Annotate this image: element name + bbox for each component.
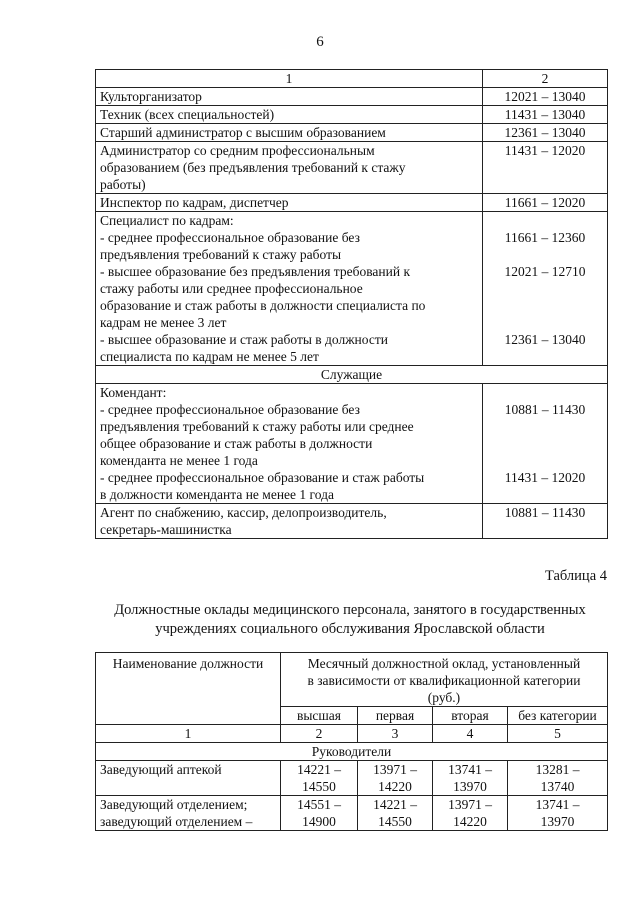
column-header-salary-line: Месячный должностной оклад, установленный — [307, 656, 581, 671]
salary-to: 14550 — [302, 779, 336, 794]
table-row — [96, 504, 608, 539]
requirement-line: стажу работы или среднее профессиональное — [100, 281, 363, 296]
requirement-line: коменданта не менее 1 года — [100, 453, 258, 468]
position-title: Комендант: — [100, 385, 167, 400]
salary-from: 14221 – — [373, 797, 417, 812]
salary-range: 11661 – 12360 — [504, 230, 586, 245]
salary-range: 11431 – 12020 — [504, 470, 586, 485]
salary-from: 13971 – — [373, 762, 417, 777]
requirement-line: предъявления требований к стажу работы — [100, 247, 342, 262]
table-row — [96, 796, 608, 831]
table-row — [96, 194, 608, 212]
salary-to: 13740 — [540, 779, 575, 794]
salary-range: 11431 – 13040 — [483, 106, 608, 124]
section-title-heads: Руководители — [96, 743, 608, 761]
position-name: Заведующий аптекой — [96, 761, 281, 796]
position-name: Инспектор по кадрам, диспетчер — [100, 195, 289, 210]
section-title-employees: Служащие — [96, 366, 608, 384]
salary-range: 10881 – 11430 — [483, 504, 608, 539]
table-title — [60, 601, 640, 639]
position-name-line: Агент по снабжению, кассир, делопроизводитель, — [100, 505, 387, 520]
table-row-commandant — [96, 384, 608, 504]
position-name: Культорганизатор — [100, 89, 202, 104]
category-highest: высшая — [281, 707, 358, 725]
column-number: 5 — [508, 725, 608, 743]
column-number-row — [96, 725, 608, 743]
column-header-position: Наименование должности — [96, 653, 281, 725]
salary-range: 12361 – 13040 — [483, 124, 608, 142]
section-row — [96, 366, 608, 384]
table-title-line: Должностные оклады медицинского персонала, занятого в государственных — [114, 602, 586, 618]
table-caption: Таблица 4 — [544, 568, 607, 584]
requirement-line: предъявления требований к стажу работы или среднее — [100, 419, 414, 434]
position-name-line: заведующий отделением – — [100, 814, 253, 829]
column-number: 4 — [433, 725, 508, 743]
position-name-line: работы) — [100, 177, 146, 192]
column-number: 2 — [281, 725, 358, 743]
requirement-line: в должности коменданта не менее 1 года — [100, 487, 334, 502]
requirement-line: - высшее образование и стаж работы в должности — [100, 332, 388, 347]
position-name-line: образованием (без предъявления требований к стажу — [100, 160, 406, 175]
salary-range: 12021 – 13040 — [483, 88, 608, 106]
column-header-1: 1 — [96, 70, 483, 88]
salary-table-staff — [95, 69, 608, 539]
position-name-line: Администратор со средним профессиональным — [100, 143, 375, 158]
table-row-specialist — [96, 212, 608, 366]
requirement-line: специалиста по кадрам не менее 5 лет — [100, 349, 319, 364]
salary-to: 13970 — [453, 779, 487, 794]
requirement-line: - высшее образование без предъявления требований к — [100, 264, 411, 279]
column-header-salary-line: (руб.) — [427, 690, 461, 705]
table-header-row — [96, 70, 608, 88]
position-title: Специалист по кадрам: — [100, 213, 234, 228]
column-header-salary-line: в зависимости от квалификационной категории — [307, 673, 581, 688]
column-header-2: 2 — [483, 70, 608, 88]
salary-to: 14220 — [378, 779, 412, 794]
salary-from: 13971 – — [448, 797, 492, 812]
salary-from: 14551 – — [297, 797, 341, 812]
salary-from: 13741 – — [535, 797, 580, 812]
salary-to: 14900 — [302, 814, 336, 829]
salary-range: 11661 – 12020 — [483, 194, 608, 212]
page-number: 6 — [316, 34, 324, 50]
salary-range: 11431 – 12020 — [483, 142, 608, 194]
category-none: без категории — [508, 707, 608, 725]
requirement-line: общее образование и стаж работы в должности — [100, 436, 373, 451]
position-name: Старший администратор с высшим образованием — [100, 125, 386, 140]
requirement-line: кадрам не менее 3 лет — [100, 315, 227, 330]
column-number: 3 — [358, 725, 433, 743]
requirement-line: - среднее профессиональное образование и стаж работы — [100, 470, 425, 485]
table-row — [96, 761, 608, 796]
category-second: вторая — [433, 707, 508, 725]
section-row — [96, 743, 608, 761]
table-header-row — [96, 653, 608, 707]
salary-from: 13281 – — [535, 762, 580, 777]
requirement-line: - среднее профессиональное образование без — [100, 230, 360, 245]
table-row — [96, 106, 608, 124]
salary-from: 14221 – — [297, 762, 341, 777]
position-name-line: секретарь-машинистка — [100, 522, 232, 537]
category-first: первая — [358, 707, 433, 725]
position-name: Техник (всех специальностей) — [100, 107, 275, 122]
salary-from: 13741 – — [448, 762, 492, 777]
position-name-line: Заведующий отделением; — [100, 797, 248, 812]
table-row — [96, 88, 608, 106]
salary-to: 14220 — [453, 814, 487, 829]
salary-range: 10881 – 11430 — [504, 402, 586, 417]
table-title-line: учреждениях социального обслуживания Ярославской области — [155, 621, 545, 637]
salary-to: 14550 — [378, 814, 412, 829]
requirement-line: образование и стаж работы в должности специалиста по — [100, 298, 426, 313]
salary-table-medical — [95, 652, 608, 831]
table-row — [96, 124, 608, 142]
salary-range: 12021 – 12710 — [504, 264, 586, 279]
salary-to: 13970 — [540, 814, 575, 829]
column-number: 1 — [96, 725, 281, 743]
salary-range: 12361 – 13040 — [504, 332, 586, 347]
requirement-line: - среднее профессиональное образование без — [100, 402, 360, 417]
table-row — [96, 142, 608, 194]
